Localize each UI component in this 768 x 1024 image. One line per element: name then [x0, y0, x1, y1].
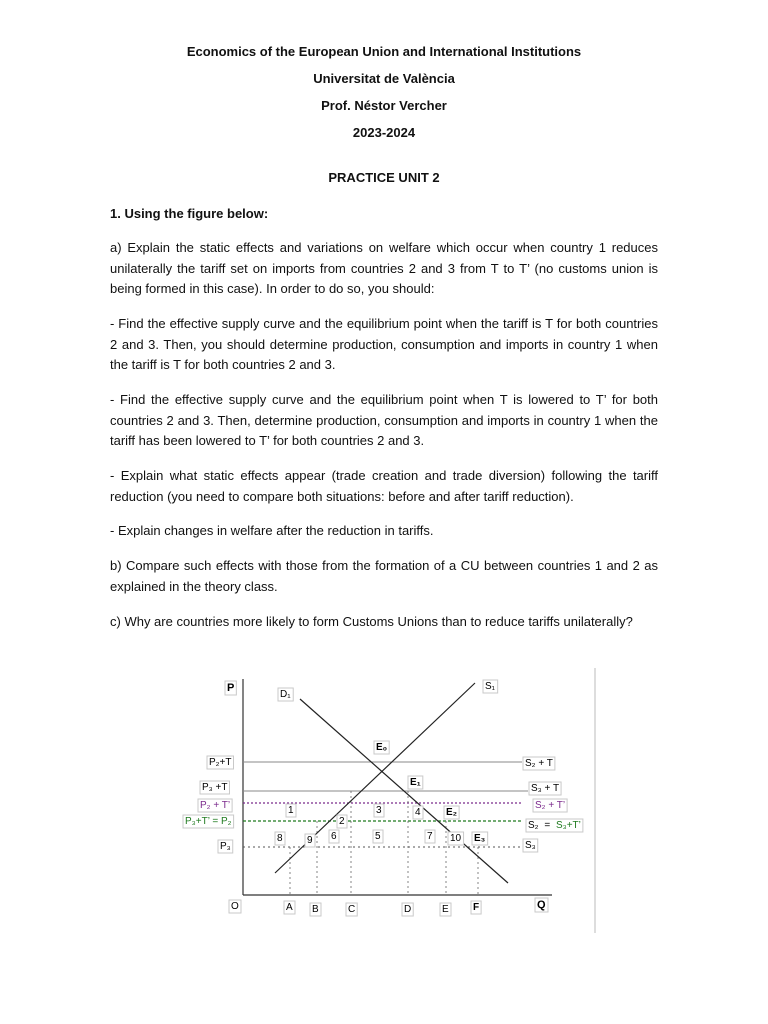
price-label-p3: P₃ [220, 841, 231, 852]
right-label-s3: S₃ [525, 840, 536, 851]
area-label-8: 8 [277, 833, 283, 844]
question-a-bullet-4: - Explain changes in welfare after the reduction in tariffs. [110, 523, 434, 538]
quantity-b: B [312, 904, 319, 915]
area-label-1: 1 [288, 805, 294, 816]
area-label-7: 7 [427, 831, 433, 842]
quantity-d: D [404, 904, 412, 915]
area-label-2: 2 [339, 816, 345, 827]
right-label-s3t: S₃ + T [531, 783, 560, 794]
right-label-s3tp: S₃+T’ [555, 820, 581, 831]
axis-q-label: Q [537, 899, 546, 911]
question-c: c) Why are countries more likely to form Customs Unions than to reduce tariffs unilaterally? [110, 614, 633, 629]
professor: Prof. Néstor Vercher [321, 98, 447, 113]
question-title: 1. Using the figure below: [110, 206, 269, 221]
origin-label: O [231, 901, 239, 912]
axis-p-label: P [227, 682, 235, 694]
question-a-bullet-2: - Find the effective supply curve and the equilibrium point when T is lowered to T’ for both countries 2 and 3. Then, determine production, consumption and imports in country 1 when the tariff has been lowered to T’ for both countries 2 and 3. [110, 392, 658, 448]
equilibrium-e1: E₁ [410, 777, 421, 788]
quantity-f: F [473, 902, 480, 913]
area-label-3: 3 [376, 805, 382, 816]
customs-union-figure [170, 665, 600, 937]
course-title: Economics of the European Union and International Institutions [186, 44, 582, 59]
area-label-5: 5 [375, 831, 381, 842]
demand-label: D₁ [280, 689, 291, 700]
equilibrium-e2: E₂ [446, 807, 458, 818]
question-a-bullet-1: - Find the effective supply curve and the equilibrium point when the tariff is T for both countries 2 and 3. Then, you should determine production, consumption and imports in country 1 when the tariff is T for both countries 2 and 3. [110, 316, 658, 372]
area-label-4: 4 [415, 807, 421, 818]
area-label-6: 6 [331, 831, 337, 842]
right-label-s2-prefix: S₂ [528, 820, 539, 831]
question-b: b) Compare such effects with those from the formation of a CU between countries 1 and 2 as explained in the theory class. [110, 558, 658, 594]
price-label-p2t: P₂+T [209, 757, 232, 768]
university: Universitat de València [313, 71, 455, 86]
right-label-s2-equals: = [544, 820, 551, 831]
right-label-s2t: S₂ + T [525, 758, 553, 769]
price-label-p3t: P₃ +T [202, 782, 228, 793]
area-label-10: 10 [450, 833, 462, 844]
area-label-9: 9 [307, 835, 313, 846]
question-a-bullet-3: - Explain what static effects appear (trade creation and trade diversion) following the tariff reduction (you need to compare both situations: before and after tariff reduction). [110, 468, 658, 504]
right-label-s2tp: S₂ + T’ [535, 800, 566, 811]
academic-year: 2023-2024 [352, 125, 416, 140]
equilibrium-e3: E₃ [474, 833, 486, 844]
quantity-c: C [348, 904, 356, 915]
question-a-intro: a) Explain the static effects and variations on welfare which occur when country 1 reduces unilaterally the tariff set on imports from countries 2 and 3 from T to T’ (no customs union is being formed in this case). In order to do so, you should: [110, 240, 658, 296]
price-label-p3tp-p2: P₃+T’ = P₂ [185, 816, 232, 827]
supply-label: S₁ [485, 681, 496, 692]
quantity-a: A [286, 902, 293, 913]
equilibrium-e0: E₀ [376, 742, 388, 753]
quantity-e: E [442, 904, 449, 915]
unit-title: PRACTICE UNIT 2 [328, 170, 440, 185]
price-label-p2tp: P₂ + T’ [200, 800, 231, 811]
